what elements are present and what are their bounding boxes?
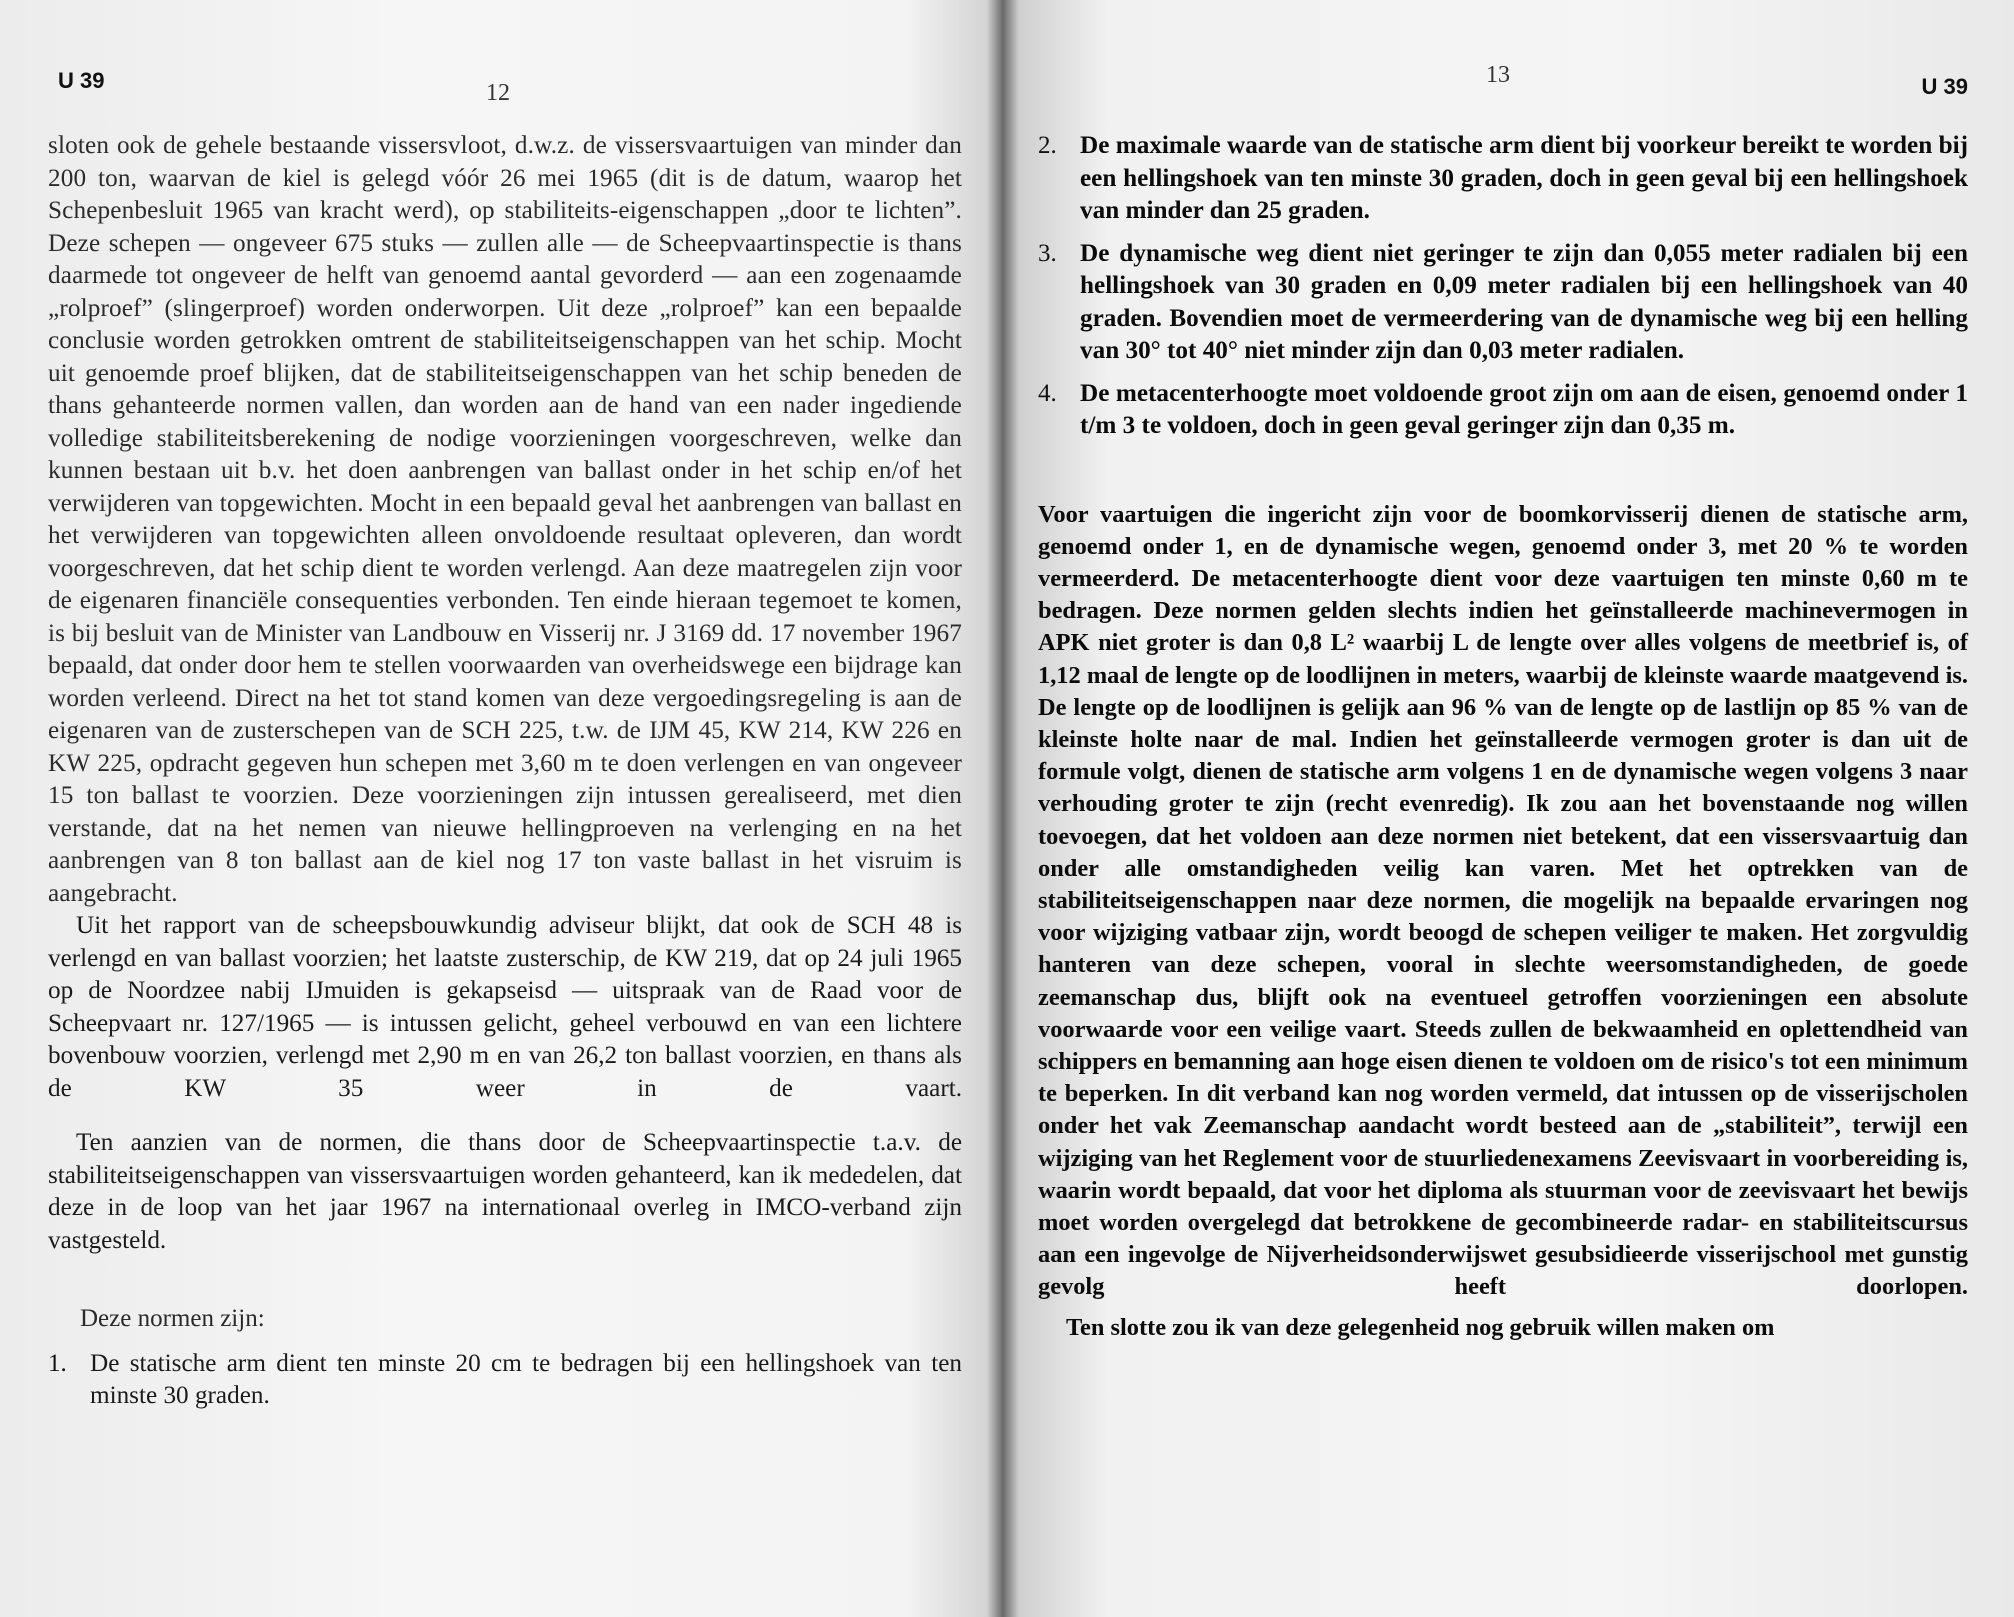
list-item-number: 3.: [1038, 239, 1057, 267]
list-item-number: 1.: [48, 1349, 67, 1377]
list-item-text: De metacenterhoogte moet voldoende groot zijn om aan de eisen, genoemd onder 1 t/m 3 te voldoen, doch in geen geval geringer zijn dan 0,35 m.: [1080, 379, 1968, 439]
list-item-text: De dynamische weg dient niet geringer te zijn dan 0,055 meter radialen bij een hellingshoek van 30 graden en 0,09 meter radialen bij een hellingshoek van 40 graden. Bovendien moet de vermeerdering van de dynamische weg bij een helling van 30° tot 40° niet minder zijn dan 0,03 meter radialen.: [1080, 239, 1968, 364]
list-item-number: 2.: [1038, 132, 1057, 159]
body-paragraph: sloten ook de gehele bestaande vissersvloot, d.w.z. de vissersvaartuigen van minder dan 200 ton, waarvan de kiel is gelegd vóór 26 mei 1965 (dit is de datum, waarop het Schepenbesluit 1965 van kracht werd), op stabiliteits-eigenschappen „door te lichten”. Deze schepen — ongeveer 675 stuks — zullen alle — de Scheepvaartinspectie is thans daarmede tot ongeveer de helft van genoemd aantal gevorderd — aan een zogenaamde „rolproef” (slingerproef) worden onderworpen. Uit deze „rolproef” kan een bepaalde conclusie worden getrokken omtrent de stabiliteitseigenschappen van het schip. Mocht uit genoemde proef blijken, dat de stabiliteitseigenschappen van het schip beneden de thans gehanteerde normen vallen, dan worden aan de hand van een nader ingediende volledige stabiliteitsberekening de nodige voorzieningen voorgeschreven, welke dan kunnen bestaan uit b.v. het doen aanbrengen van ballast onder in het schip en/of het verwijderen van topgewichten. Mocht in een bepaald geval het aanbrengen van ballast en het verwijderen van topgewichten alleen onvoldoende resultaat opleveren, dan wordt voorgeschreven, dat het schip dient te worden verlengd. Aan deze maatregelen zijn voor de eigenaren financiële consequenties verbonden. Ten einde hieraan tegemoet te komen, is bij besluit van de Minister van Landbouw en Visserij nr. J 3169 dd. 17 november 1967 bepaald, dat onder door hem te stellen voorwaarden van overheidswege een bijdrage kan worden verleend. Direct na het tot stand komen van deze vergoedingsregeling is aan de eigenaren van de zusterschepen van de SCH 225, t.w. de IJM 45, KW 214, KW 226 en KW 225, opdracht gegeven hun schepen met 3,60 m te doen verlengen en van ongeveer 15 ton ballast te voorzien. Deze voorzieningen zijn intussen gerealiseerd, met dien verstande, dat na het nemen van nieuwe hellingproeven na verlenging en na het aanbrengen van 8 ton ballast aan de kiel nog 17 ton vaste ballast in het visruim is aangebracht.: [48, 132, 962, 907]
document-code: U 39: [1921, 74, 1968, 99]
list-item: [1038, 130, 1968, 228]
spacer: [48, 1257, 962, 1303]
document-code: U 39: [58, 68, 105, 93]
body-paragraph: Ten slotte zou ik van deze gelegenheid nog gebruik willen maken om: [1066, 1313, 1775, 1341]
right-page: [1000, 0, 2014, 1617]
list-item-text: De maximale waarde van de statische arm dient bij voorkeur bereikt te worden bij een hellingshoek van ten minste 30 graden, doch in geen geval bij een hellingshoek van minder dan 25 graden.: [1080, 132, 1968, 224]
body-paragraph: Uit het rapport van de scheepsbouwkundig adviseur blijkt, dat ook de SCH 48 is verlengd en van ballast voorzien; het laatste zusterschip, de KW 219, dat op 24 juli 1965 op de Noordzee nabij IJmuiden is gekapseisd — uitspraak van de Raad voor de Scheepvaart nr. 127/1965 — is intussen gelicht, geheel verbouwd en van een lichtere bovenbouw voorzien, verlengd met 2,90 m en van 26,2 ton ballast voorzien, en thans als de KW 35 weer in de vaart.: [48, 912, 962, 1102]
page-number: 13: [1486, 62, 1510, 88]
right-page-header: [1038, 60, 1968, 130]
spacer: [1038, 453, 1968, 499]
list-item: [48, 1348, 962, 1413]
list-item: [1038, 378, 1968, 443]
left-page-header: [48, 60, 962, 130]
body-paragraph: Voor vaartuigen die ingericht zijn voor de boomkorvisserij dienen de statische arm, genoemd onder 1, en de dynamische wegen, genoemd onder 3, met 20 % te worden vermeerderd. De metacenterhoogte dient voor deze vaartuigen ten minste 0,60 m te bedragen. Deze normen gelden slechts indien het geïnstalleerde machinevermogen in APK niet groter is dan 0,8 L² waarbij L de lengte over alles volgens de meetbrief is, of 1,12 maal de lengte op de loodlijnen in meters, waarbij de kleinste waarde maatgevend is. De lengte op de loodlijnen is gelijk aan 96 % van de lengte op de lastlijn op 85 % van de kleinste holte naar de mal. Indien het geïnstalleerde vermogen groter is dan uit de formule volgt, dienen de statische arm volgens 1 en de dynamische wegen volgens 3 naar verhouding groter te zijn (recht evenredig). Ik zou aan het bovenstaande nog willen toevoegen, dat het voldoen aan deze normen niet betekent, dat een vissersvaartuig dan onder alle omstandigheden veilig kan varen. Met het optrekken van de stabiliteitseigenschappen naar deze normen, die mogelijk na bepaalde ervaringen nog voor wijziging vatbaar zijn, wordt beoogd de schepen veiliger te maken. Het zorgvuldig hanteren van deze schepen, vooral in slechte weersomstandigheden, de goede zeemanschap dus, blijft ook na eventueel getroffen voorzieningen een absolute voorwaarde voor een veilige vaart. Steeds zullen de bekwaamheid en oplettendheid van schippers en bemanning aan hoge eisen dienen te voldoen om de risico's tot een minimum te beperken. In dit verband kan nog worden vermeld, dat intussen op de visserijscholen onder het vak Zeemanschap aandacht wordt besteed aan de „stabiliteit”, terwijl een wijziging van het Reglement voor de stuurliedenexamens Zeevisvaart in voorbereiding is, waarin wordt bepaald, dat voor het diploma als stuurman voor de zeevisvaart het bewijs moet worden overgelegd dat betrokkene de gecombineerde radar- en stabiliteitscursus aan een ingevolge de Nijverheidsonderwijswet gesubsidieerde visserijschool met gunstig gevolg heeft doorlopen.: [1038, 500, 1968, 1301]
page-number: 12: [486, 80, 510, 106]
spacer: [48, 1105, 962, 1127]
list-item: [1038, 238, 1968, 368]
body-paragraph: Ten aanzien van de normen, die thans door de Scheepvaartinspectie t.a.v. de stabiliteitseigenschappen van vissersvaartuigen worden gehanteerd, kan ik mededelen, dat deze in de loop van het jaar 1967 na internationaal overleg in IMCO-verband zijn vastgesteld.: [48, 1129, 962, 1254]
list-item-text: De statische arm dient ten minste 20 cm te bedragen bij een hellingshoek van ten minste 30 graden.: [90, 1349, 962, 1409]
left-page: [0, 0, 990, 1617]
list-item-number: 4.: [1038, 379, 1057, 407]
list-intro: Deze normen zijn:: [80, 1305, 265, 1332]
